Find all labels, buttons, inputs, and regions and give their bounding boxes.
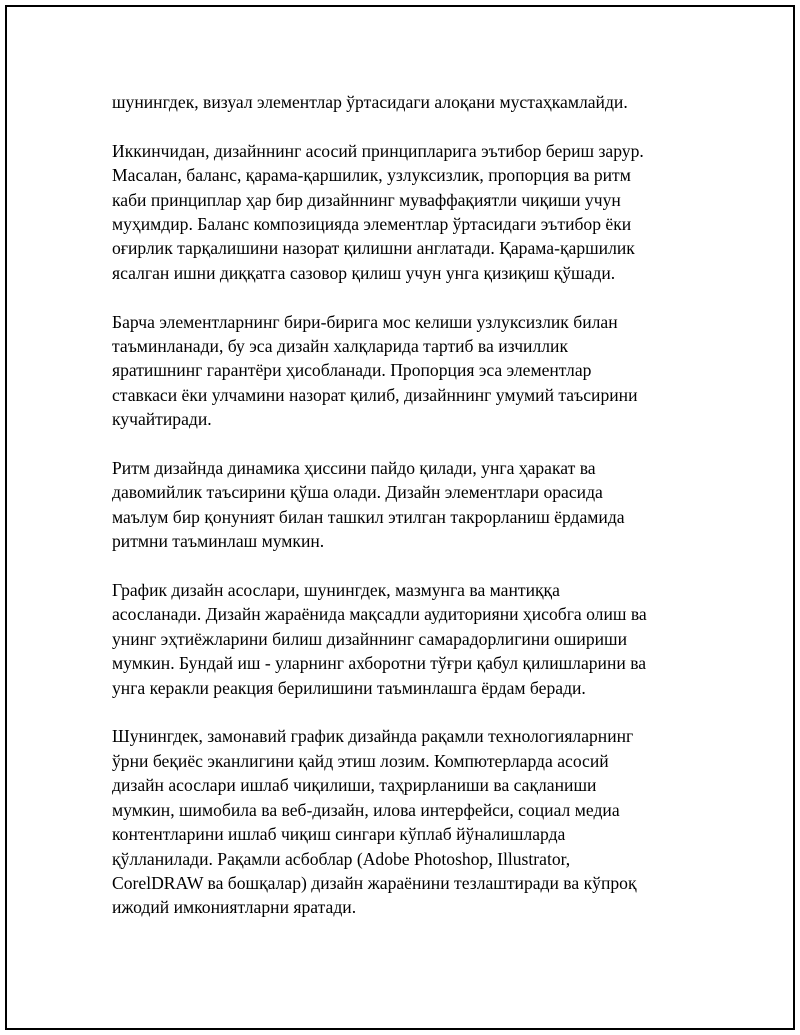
text-line: Ритм дизайнда динамика ҳиссини пайдо қилади, унга ҳаракат ва [112, 458, 596, 479]
paragraph [112, 578, 692, 700]
text-line: мумкин, шимобила ва веб-дизайн, илова интерфейси, социал медиа [112, 799, 620, 820]
text-line: таъминланади, бу эса дизайн халқларида тартиб ва изчиллик [112, 336, 568, 357]
text-line: График дизайн асослари, шунингдек, мазмунга ва мантиққа [112, 580, 560, 601]
paragraph [112, 310, 692, 432]
text-line: Масалан, баланс, қарама-қаршилик, узлуксизлик, пропорция ва ритм [112, 165, 631, 186]
text-line: Иккинчидан, дизайннинг асосий принципларига эътибор бериш зарур. [112, 140, 644, 161]
text-line: мумкин. Бундай иш - уларнинг ахборотни тўғри қабул қилишларини ва [112, 653, 647, 674]
text-line: Барча элементларнинг бири-бирига мос келиши узлуксизлик билан [112, 311, 618, 332]
paragraph [112, 724, 692, 919]
paragraph [112, 90, 692, 114]
text-line: контентларини ишлаб чиқиш сингари кўплаб йўналишларда [112, 824, 566, 845]
text-line: CorelDRAW ва бошқалар) дизайн жараёнини тезлаштиради ва кўпроқ [112, 872, 637, 893]
text-line: ясалган ишни диққатга сазовор қилиш учун унга қизиқиш қўшади. [112, 262, 616, 283]
text-line: каби принциплар ҳар бир дизайннинг муваффақиятли чиқиши учун [112, 189, 621, 210]
paragraph [112, 139, 692, 285]
text-line: ижодий имкониятларни яратади. [112, 897, 357, 918]
text-line: ставкаси ёки улчамини назорат қилиб, дизайннинг умумий таъсирини [112, 384, 638, 405]
text-line: ўрни беқиёс эканлигини қайд этиш лозим. Компютерларда асосий [112, 750, 609, 771]
text-line: асосланади. Дизайн жараёнида мақсадли аудиторияни ҳисобга олиш ва [112, 604, 647, 625]
text-line: яратишнинг гарантёри ҳисобланади. Пропорция эса элементлар [112, 360, 592, 381]
text-line: оғирлик тарқалишини назорат қилишни англатади. Қарама-қаршилик [112, 238, 635, 259]
text-line: унинг эҳтиёжларини билиш дизайннинг самарадорлигини ошириши [112, 628, 627, 649]
text-line: давомийлик таъсирини қўша олади. Дизайн элементлари орасида [112, 482, 603, 503]
text-line: муҳимдир. Баланс композицияда элементлар ўртасидаги эътибор ёки [112, 214, 632, 235]
document-body [112, 90, 692, 944]
paragraph [112, 456, 692, 554]
text-line: маълум бир қонуният билан ташкил этилган такрорланиш ёрдамида [112, 506, 625, 527]
text-line: шунингдек, визуал элементлар ўртасидаги алоқани мустаҳкамлайди. [112, 92, 628, 112]
text-line: қўлланилади. Рақамли асбоблар (Adobe Photoshop, Illustrator, [112, 848, 571, 869]
text-line: унга керакли реакция берилишини таъминлашга ёрдам беради. [112, 677, 586, 698]
text-line: дизайн асослари ишлаб чиқилиши, таҳрирланиши ва сақланиши [112, 775, 597, 796]
text-line: Шунингдек, замонавий график дизайнда рақамли технологияларнинг [112, 726, 634, 747]
text-line: кучайтиради. [112, 409, 212, 430]
text-line: ритмни таъминлаш мумкин. [112, 531, 325, 552]
